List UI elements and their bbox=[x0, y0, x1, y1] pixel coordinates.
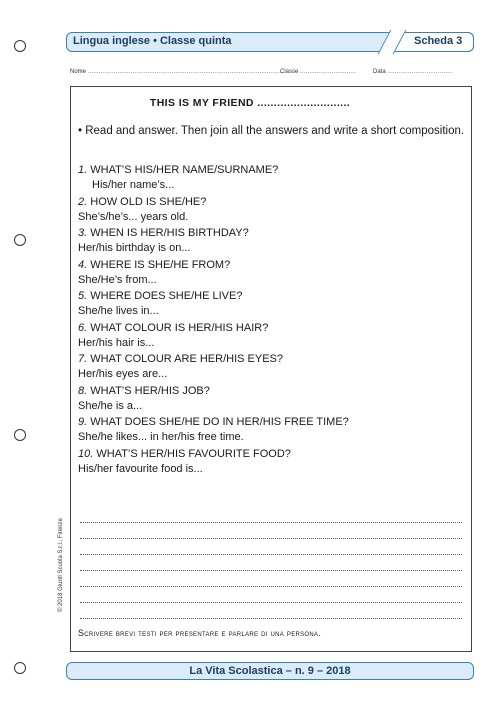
question-2 bbox=[78, 195, 468, 210]
answer-prompt-5: She/he lives in... bbox=[78, 305, 159, 317]
question-7 bbox=[78, 352, 468, 367]
question-text: WHAT’S HER/HIS FAVOURITE FOOD? bbox=[93, 447, 291, 460]
sheet-number-box bbox=[396, 32, 474, 52]
question-4 bbox=[78, 258, 468, 273]
writing-line[interactable] bbox=[80, 603, 462, 619]
subject-label: Lingua inglese • Classe quinta bbox=[73, 35, 232, 47]
question-5 bbox=[78, 289, 468, 304]
question-text: WHEN IS HER/HIS BIRTHDAY? bbox=[87, 227, 249, 239]
question-text: WHAT COLOUR IS HER/HIS HAIR? bbox=[87, 321, 269, 334]
writing-line[interactable] bbox=[80, 555, 462, 571]
question-number: 5. bbox=[78, 290, 88, 302]
class-label: Classe bbox=[280, 69, 299, 75]
question-3 bbox=[78, 226, 468, 241]
question-text: WHAT DOES SHE/HE DO IN HER/HIS FREE TIME? bbox=[87, 416, 349, 428]
question-text: WHERE DOES SHE/HE LIVE? bbox=[87, 290, 243, 302]
writing-line[interactable] bbox=[80, 571, 462, 587]
question-number: 2. bbox=[78, 195, 88, 208]
name-field[interactable]: Nome ........................................................................................................ bbox=[70, 69, 282, 75]
footer-bar bbox=[66, 662, 474, 680]
class-field[interactable]: Classe .............................. bbox=[280, 69, 357, 75]
binder-hole-top bbox=[14, 40, 26, 52]
question-text: WHAT COLOUR ARE HER/HIS EYES? bbox=[87, 353, 283, 365]
composition-lines[interactable] bbox=[80, 507, 462, 619]
question-number: 9. bbox=[78, 416, 88, 428]
answer-prompt-9: She/he likes... in her/his free time. bbox=[78, 431, 244, 443]
question-10 bbox=[78, 447, 468, 462]
question-number: 4. bbox=[78, 258, 88, 271]
answer-prompt-6: Her/his hair is... bbox=[78, 336, 155, 349]
question-number: 6. bbox=[78, 321, 88, 334]
binder-hole-upper-middle bbox=[14, 234, 26, 246]
objective-note: Scrivere brevi testi per presentare e parlare di una persona. bbox=[78, 628, 322, 638]
question-number: 7. bbox=[78, 353, 88, 365]
copyright-text: © 2018 Giunti Scuola S.r.l., Firenze bbox=[58, 518, 64, 612]
question-text: WHAT’S HIS/HER NAME/SURNAME? bbox=[87, 164, 279, 176]
date-field[interactable]: Data ................................... bbox=[373, 69, 453, 75]
answer-prompt-10: His/her favourite food is... bbox=[78, 462, 203, 475]
sheet-number: Scheda 3 bbox=[414, 35, 463, 47]
instruction-text: • Read and answer. Then join all the answers and write a short composition. bbox=[78, 125, 465, 137]
answer-prompt-1: His/her name’s... bbox=[92, 179, 175, 191]
answer-prompt-7: Her/his eyes are... bbox=[78, 368, 168, 380]
answer-prompt-8: She/he is a... bbox=[78, 399, 143, 412]
question-8 bbox=[78, 384, 468, 399]
question-number: 1. bbox=[78, 164, 88, 176]
question-number: 10. bbox=[78, 447, 94, 460]
writing-line[interactable] bbox=[80, 587, 462, 603]
binder-hole-bottom bbox=[14, 662, 26, 674]
answer-prompt-4: She/He’s from... bbox=[78, 273, 157, 286]
magazine-label: La Vita Scolastica – n. 9 – 2018 bbox=[189, 665, 351, 677]
writing-line[interactable] bbox=[80, 523, 462, 539]
question-number: 3. bbox=[78, 227, 88, 239]
date-label: Data bbox=[373, 69, 386, 75]
writing-line[interactable] bbox=[80, 507, 462, 523]
name-label: Nome bbox=[70, 69, 87, 75]
question-text: WHAT’S HER/HIS JOB? bbox=[87, 384, 210, 397]
question-text: HOW OLD IS SHE/HE? bbox=[87, 195, 207, 208]
question-number: 8. bbox=[78, 384, 88, 397]
question-9 bbox=[78, 415, 468, 430]
question-6 bbox=[78, 321, 468, 336]
worksheet-title: THIS IS MY FRIEND ............................ bbox=[149, 97, 351, 109]
question-text: WHERE IS SHE/HE FROM? bbox=[87, 258, 231, 271]
answer-prompt-2: She’s/he’s... years old. bbox=[78, 210, 189, 223]
binder-hole-lower-middle bbox=[14, 429, 26, 441]
question-1 bbox=[78, 163, 468, 178]
writing-line[interactable] bbox=[80, 539, 462, 555]
answer-prompt-3: Her/his birthday is on... bbox=[78, 242, 191, 254]
